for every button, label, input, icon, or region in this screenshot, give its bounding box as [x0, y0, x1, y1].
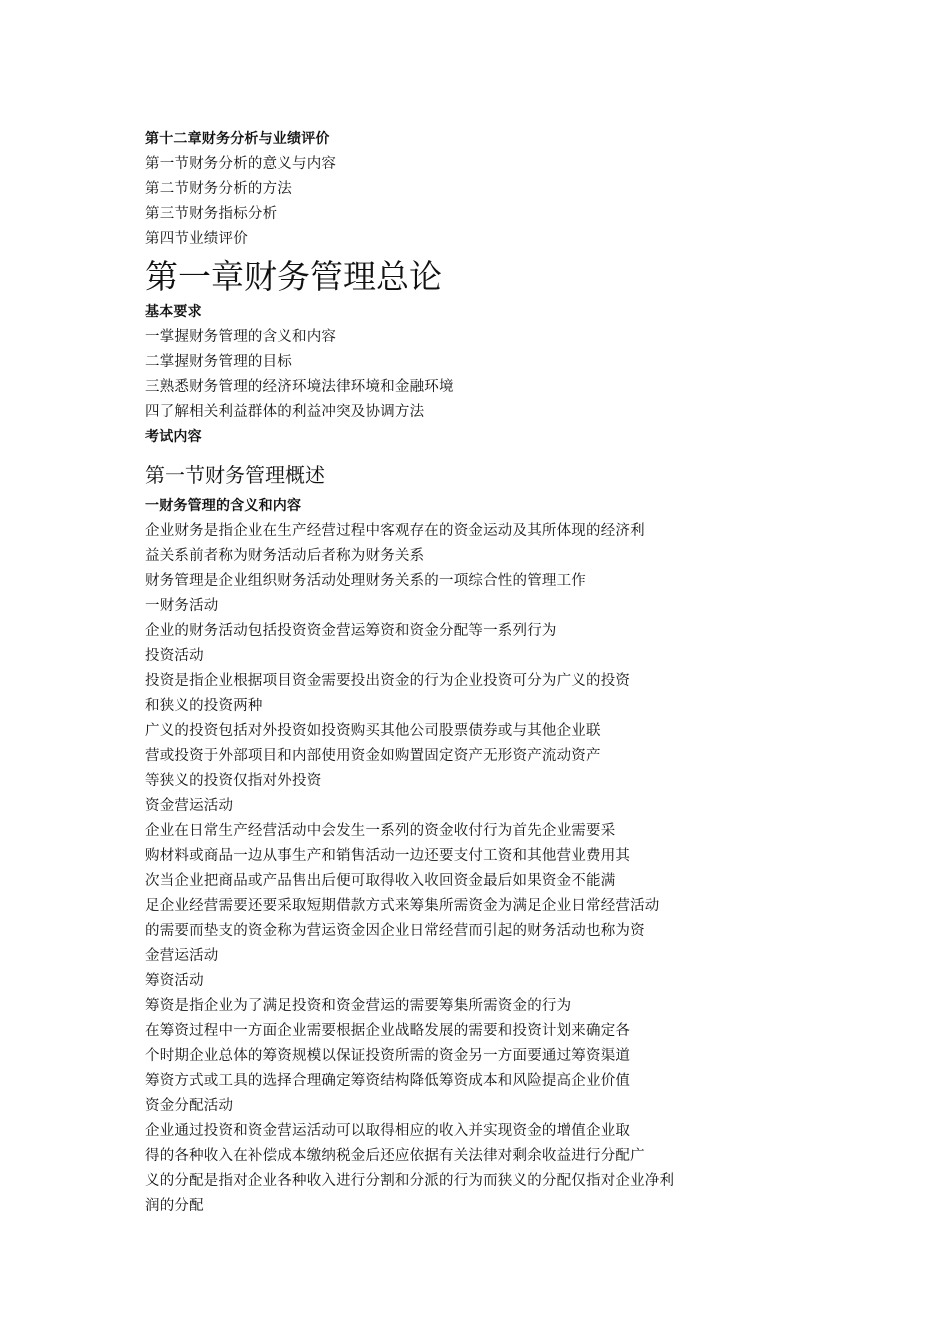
body-line: 资金营运活动	[145, 798, 234, 814]
body-line: 益关系前者称为财务活动后者称为财务关系	[145, 548, 425, 564]
requirements-heading: 基本要求	[145, 304, 202, 320]
body-line: 筹资活动	[145, 973, 204, 989]
body-line: 得的各种收入在补偿成本缴纳税金后还应依据有关法律对剩余收益进行分配广	[145, 1148, 645, 1164]
body-line: 一财务活动	[145, 598, 219, 614]
body-line: 投资是指企业根据项目资金需要投出资金的行为企业投资可分为广义的投资	[145, 673, 631, 689]
body-line: 企业通过投资和资金营运活动可以取得相应的收入并实现资金的增值企业取	[145, 1123, 631, 1139]
section-title: 第一节财务管理概述	[145, 463, 325, 487]
body-line: 广义的投资包括对外投资如投资购买其他公司股票债券或与其他企业联	[145, 723, 601, 739]
toc-section: 第三节财务指标分析	[145, 206, 278, 222]
body-line: 润的分配	[145, 1198, 204, 1214]
body-line: 在筹资过程中一方面企业需要根据企业战略发展的需要和投资计划来确定各	[145, 1023, 631, 1039]
body-line: 等狭义的投资仅指对外投资	[145, 773, 322, 789]
body-line: 金营运活动	[145, 948, 219, 964]
body-line: 营或投资于外部项目和内部使用资金如购置固定资产无形资产流动资产	[145, 748, 601, 764]
exam-heading: 考试内容	[145, 429, 202, 445]
requirement-item: 四了解相关利益群体的利益冲突及协调方法	[145, 404, 425, 420]
body-line: 企业财务是指企业在生产经营过程中客观存在的资金运动及其所体现的经济利	[145, 523, 645, 539]
body-line: 个时期企业总体的筹资规模以保证投资所需的资金另一方面要通过筹资渠道	[145, 1048, 631, 1064]
toc-section: 第一节财务分析的意义与内容	[145, 156, 337, 172]
body-line: 筹资是指企业为了满足投资和资金营运的需要筹集所需资金的行为	[145, 998, 572, 1014]
body-line: 资金分配活动	[145, 1098, 234, 1114]
body-line: 投资活动	[145, 648, 204, 664]
toc-chapter: 第十二章财务分析与业绩评价	[145, 131, 330, 147]
body-line: 财务管理是企业组织财务活动处理财务关系的一项综合性的管理工作	[145, 573, 586, 589]
toc-section: 第四节业绩评价	[145, 231, 248, 247]
body-line: 义的分配是指对企业各种收入进行分割和分派的行为而狭义的分配仅指对企业净利	[145, 1173, 675, 1189]
body-line: 的需要而垫支的资金称为营运资金因企业日常经营而引起的财务活动也称为资	[145, 923, 645, 939]
document-page	[145, 127, 845, 1219]
body-line: 企业的财务活动包括投资资金营运筹资和资金分配等一系列行为	[145, 623, 557, 639]
body-text	[145, 519, 845, 1219]
subsection-heading: 一财务管理的含义和内容	[145, 498, 302, 514]
body-line: 足企业经营需要还要采取短期借款方式来筹集所需资金为满足企业日常经营活动	[145, 898, 660, 914]
body-line: 和狭义的投资两种	[145, 698, 263, 714]
body-line: 购材料或商品一边从事生产和销售活动一边还要支付工资和其他营业费用其	[145, 848, 631, 864]
body-line: 次当企业把商品或产品售出后便可取得收入收回资金最后如果资金不能满	[145, 873, 616, 889]
requirement-item: 二掌握财务管理的目标	[145, 354, 292, 370]
chapter-title: 第一章财务管理总论	[145, 257, 442, 296]
body-line: 企业在日常生产经营活动中会发生一系列的资金收付行为首先企业需要采	[145, 823, 616, 839]
requirement-item: 一掌握财务管理的含义和内容	[145, 329, 337, 345]
body-line: 筹资方式或工具的选择合理确定筹资结构降低筹资成本和风险提高企业价值	[145, 1073, 631, 1089]
toc-section: 第二节财务分析的方法	[145, 181, 292, 197]
requirement-item: 三熟悉财务管理的经济环境法律环境和金融环境	[145, 379, 454, 395]
